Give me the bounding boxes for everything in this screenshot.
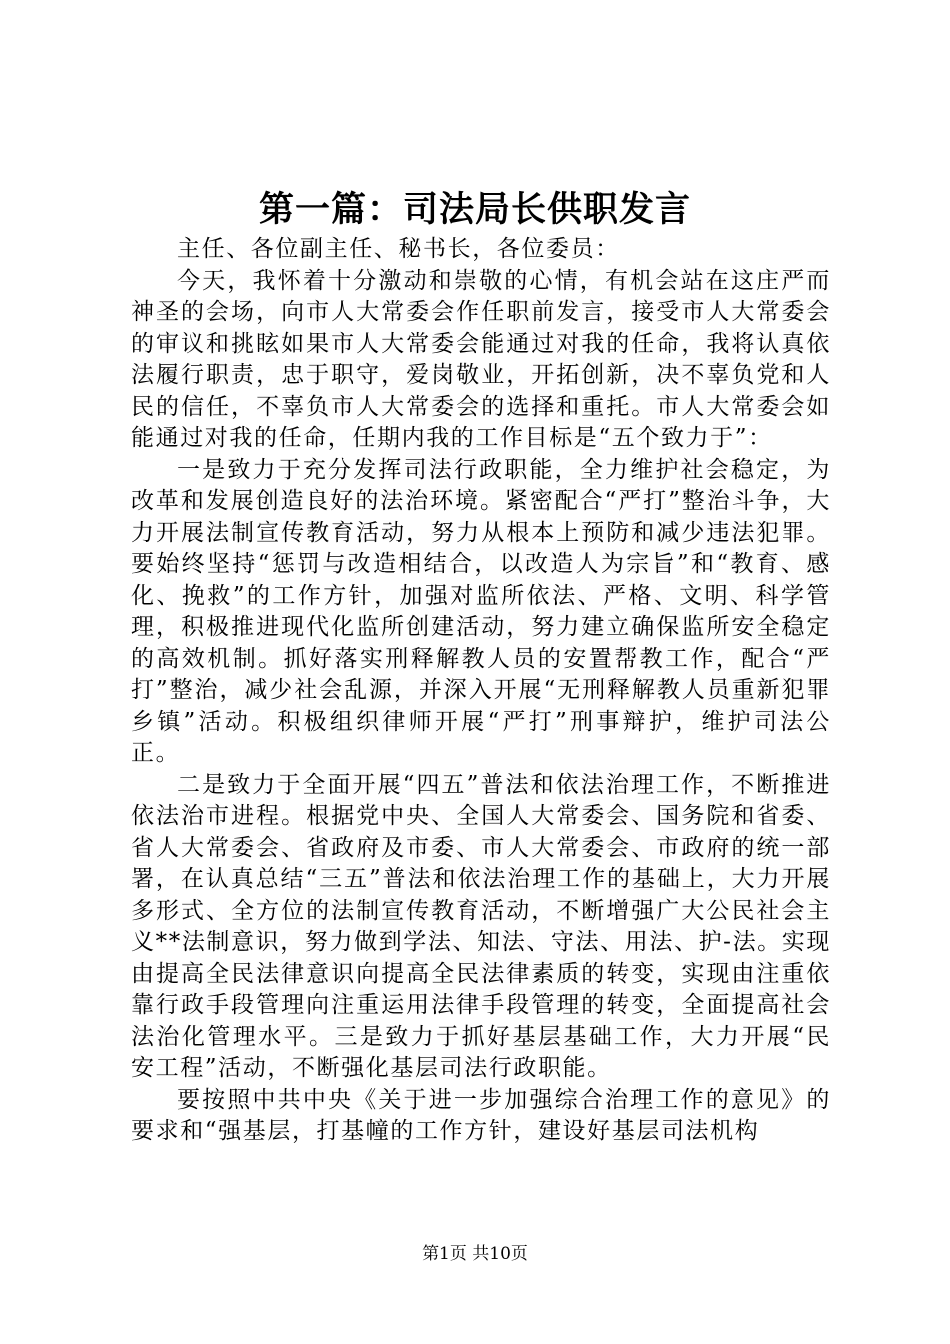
body-paragraph: 一是致力于充分发挥司法行政职能，全力维护社会稳定，为改革和发展创造良好的法治环境。紧密配合“严打”整治斗争，大力开展法制宣传教育活动，努力从根本上预防和减少违法犯罪。要始终坚持“惩罚与改造相结合，以改造人为宗旨”和“教育、感化、挽救”的工作方针，加强对监所依法、严格、文明、科学管理，积极推进现代化监所创建活动，努力建立确保监所安全稳定的高效机制。抓好落实刑释解教人员的安置帮教工作，配合“严打”整治，减少社会乱源，并深入开展“无刑释解教人员重新犯罪乡镇”活动。积极组织律师开展“严打”刑事辩护，维护司法公正。 [131, 456, 831, 766]
page-number-footer: 第1页 共10页 [422, 1244, 528, 1264]
salutation-paragraph: 主任、各位副主任、秘书长，各位委员： [177, 236, 620, 262]
document-title: 第一篇：司法局长供职发言 [258, 190, 691, 230]
body-paragraph: 二是致力于全面开展“四五”普法和依法治理工作，不断推进依法治市进程。根据党中央、全国人大常委会、国务院和省委、省人大常委会、省政府及市委、市人大常委会、市政府的统一部署，在认真总结“三五”普法和依法治理工作的基础上，大力开展多形式、全方位的法制宣传教育活动，不断增强广大公民社会主义**法制意识，努力做到学法、知法、守法、用法、护-法。实现由提高全民法律意识向提高全民法律素质的转变，实现由注重依靠行政手段管理向注重运用法律手段管理的转变，全面提高社会法治化管理水平。三是致力于抓好基层基础工作，大力开展“民安工程”活动，不断强化基层司法行政职能。 [131, 771, 831, 1081]
document-body [131, 234, 831, 1148]
body-paragraph: 要按照中共中央《关于进一步加强综合治理工作的意见》的要求和“强基层，打基幢的工作方针，建设好基层司法机构 [131, 1086, 831, 1144]
body-paragraph: 今天，我怀着十分激动和崇敬的心情，有机会站在这庄严而神圣的会场，向市人大常委会作任职前发言，接受市人大常委会的审议和挑眩如果市人大常委会能通过对我的任命，我将认真依法履行职责，忠于职守，爱岗敬业，开拓创新，决不辜负党和人民的信任，不辜负市人大常委会的选择和重托。市人大常委会如能通过对我的任命，任期内我的工作目标是“五个致力于”： [131, 267, 831, 451]
